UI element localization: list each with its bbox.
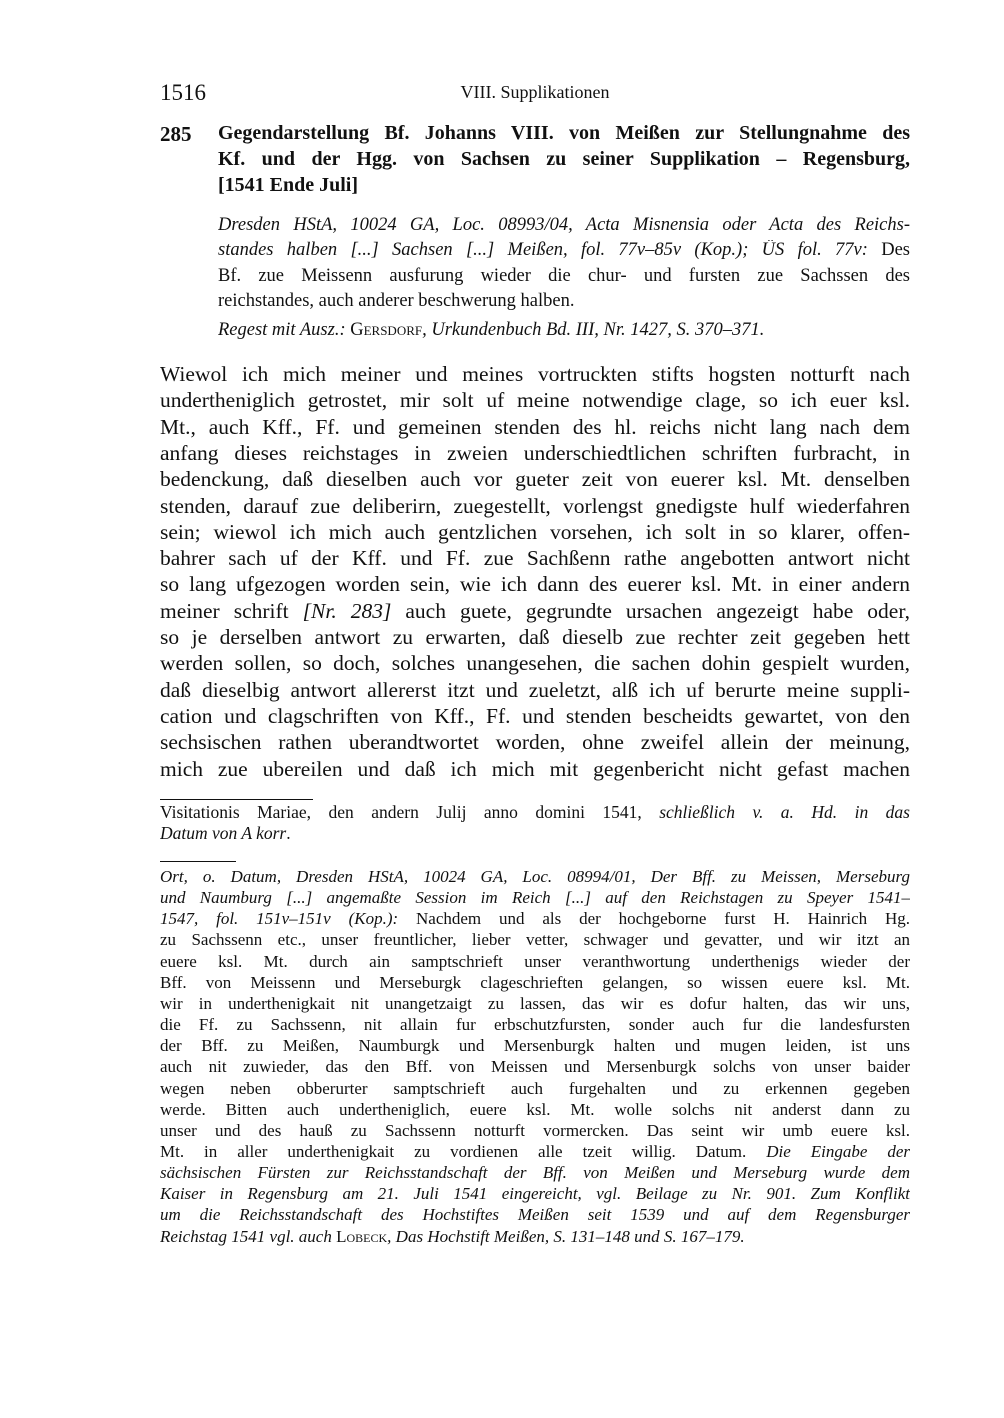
text: daß dieselbig antwort allererst itzt und zueletzt, alß ich uf berurte meine suppli- — [160, 677, 910, 702]
author-name: Gersdorf — [350, 320, 423, 340]
author-name: Lobeck — [336, 1226, 388, 1246]
text: bahrer sach uf der Kff. und Ff. zue Sachßenn rathe angebotten antwort nicht — [160, 546, 910, 571]
text: Visitationis Mariae, den andern Julij anno domini 1541, — [160, 802, 660, 822]
text: die Ff. zu Sachssenn, nit allain fur erbschutzfursten, sonder auch fur die landesfursten — [160, 1015, 910, 1035]
text: auch nit zuwieder, das den Bff. von Meissen und Mersenburgk solchs von unser baider — [160, 1057, 910, 1077]
italic-text: sächsischen Fürsten zur Reichsstandschaft der Bff. von Meißen und Merseburg wurde dem — [160, 1163, 910, 1183]
text: meiner schrift — [160, 598, 303, 623]
document-number: 285 — [160, 122, 192, 146]
italic-text: Reichstag 1541 vgl. auch — [160, 1226, 337, 1246]
body-line — [160, 757, 910, 787]
text: Bff. von Meissenn und Merseburgk clageschrieften gelangen, so wissen euere ksl. Mt. — [160, 972, 910, 992]
footnote-divider — [160, 799, 313, 800]
footnote-divider — [160, 861, 236, 862]
text: sechsischen rathen uberandtwortet worden, ohne zweifel allein der meinung, — [160, 730, 910, 755]
italic-text: und Naumburg [...] angemaßte Session im Reich [...] auf den Reichstagen zu Speyer 1541– — [160, 888, 910, 908]
italic-text: , Urkundenbuch Bd. III, Nr. 1427, S. 370–371. — [422, 320, 765, 340]
text: Nachdem und als der hochgeborne furst H. Hainrich Hg. — [416, 909, 910, 929]
italic-text: schließlich v. a. Hd. in das — [659, 802, 910, 822]
text: . — [286, 823, 291, 843]
text: cation und clagschriften von Kff., Ff. und stenden bescheidts gewartet, von den — [160, 703, 910, 728]
text: Bf. zue Meissenn ausfurung wieder die chur- und fursten zue Sachssen des — [218, 265, 910, 286]
italic-text: Regest mit Ausz.: — [218, 320, 351, 340]
text: anfang dieses reichstages in zweien underschiedtlichen schriften furbracht, in — [160, 440, 910, 465]
text: so je derselben antwort zu erwarten, daß dieselb zue rechter zeit gegeben hett — [160, 625, 910, 649]
text: reichstandes, auch anderer beschwerung halben. — [218, 290, 575, 311]
regest-line — [218, 320, 910, 346]
document-title-line: Gegendarstellung Bf. Johanns VIII. von Meißen zur Stellungnahme des — [218, 122, 910, 144]
text: Mt., auch Kff., Ff. und gemeinen stenden des hl. reichs nicht lang nach dem — [160, 414, 910, 439]
text: euere ksl. Mt. durch ain samptschrieft unser veranthwortung underthenigs wieder der — [160, 951, 910, 971]
text: werde. Bitten auch undertheniglich, euere ksl. Mt. wolle solchs nit anderst dann zu — [160, 1099, 910, 1119]
text: mich zue ubereilen und daß ich mich mit gegenbericht nicht gefast machen — [160, 756, 910, 781]
page-number: 1516 — [160, 80, 206, 105]
running-header: VIII. Supplikationen — [460, 82, 610, 102]
italic-text: Datum von A korr — [160, 823, 287, 843]
italic-text: Kaiser in Regensburg am 21. Juli 1541 eingereicht, vgl. Beilage zu Nr. 901. Zum Konflikt — [160, 1184, 910, 1204]
document-title-line: Kf. und der Hgg. von Sachsen zu seiner Supplikation – Regensburg, — [218, 148, 910, 170]
text: undertheniglich getrostet, mir solt uf meine notwendige clage, so ich euer ksl. — [160, 388, 910, 413]
italic-text: Dresden HStA, 10024 GA, Loc. 08993/04, Acta Misnensia oder Acta des Reichs- — [218, 215, 910, 235]
italic-text: standes halben [...] Sachsen [...] Meißen, fol. 77v–85v (Kop.); ÜS fol. 77v: — [218, 240, 882, 261]
text: Des — [881, 240, 910, 261]
text: sein; wiewol ich mich auch gentzlichen vorsehen, ich solt in so klarer, offen- — [160, 519, 910, 544]
text: wir in underthenigkait nit unangetzaigt zu lassen, das wir es dofur halten, das wir uns, — [160, 993, 910, 1013]
text: auch guete, gegrundte ursachen angezeigt habe oder, — [391, 598, 910, 623]
text: bedenckung, daß dieselben auch vor gueter zeit von euerer ksl. Mt. denselben — [160, 467, 910, 492]
text: Wiewol ich mich meiner und meines vortruckten stifts hogsten notturft nach — [160, 362, 910, 386]
document-title-line: [1541 Ende Juli] — [218, 174, 359, 196]
text: werden sollen, so doch, solches unangesehen, die sachen dohin gespielt wurden, — [160, 651, 910, 676]
italic-text: [Nr. 283] — [302, 598, 392, 623]
footnote-line — [160, 823, 910, 848]
text: Mt. in aller underthenigkait zu vordienen alle tzeit willig. Datum. — [160, 1141, 767, 1161]
source-line — [218, 215, 910, 241]
text: zu Sachssenn etc., unser freuntlicher, lieber vetter, schwager und gevatter, und wir itzt an — [160, 930, 910, 950]
italic-text: um die Reichsstandschaft des Hochstiftes Meißen seit 1539 und auf dem Regensburger — [160, 1205, 910, 1225]
footnote-line — [160, 1227, 910, 1251]
text: der Bff. zu Meißen, Naumburgk und Mersenburgk halten und mugen leiden, ist uns — [160, 1036, 910, 1056]
text: stenden, darauf zue deliberirn, zuegestellt, vorlengst gnedigste hulf wiederfahren — [160, 493, 910, 518]
source-line — [218, 291, 910, 317]
italic-text: Die Eingabe der — [766, 1141, 910, 1161]
italic-text: 1547, fol. 151v–151v (Kop.): — [160, 909, 416, 929]
italic-text: Ort, o. Datum, Dresden HStA, 10024 GA, Loc. 08994/01, Der Bff. zu Meissen, Merseburg — [160, 867, 910, 886]
text: wegen neben obberurter samptschrieft auch furgehalten und zu erkennen gegeben — [160, 1078, 910, 1098]
source-line — [218, 240, 910, 266]
source-line — [218, 266, 910, 292]
text: so lang ufgezogen worden sein, wie ich dann des euerer ksl. Mt. in einer andern — [160, 572, 910, 597]
text: unser und des hauß zu Sachssenn notturft vormercken. Das seint wir umb euere ksl. — [160, 1120, 910, 1140]
italic-text: , Das Hochstift Meißen, S. 131–148 und S. 167–179. — [387, 1226, 745, 1246]
